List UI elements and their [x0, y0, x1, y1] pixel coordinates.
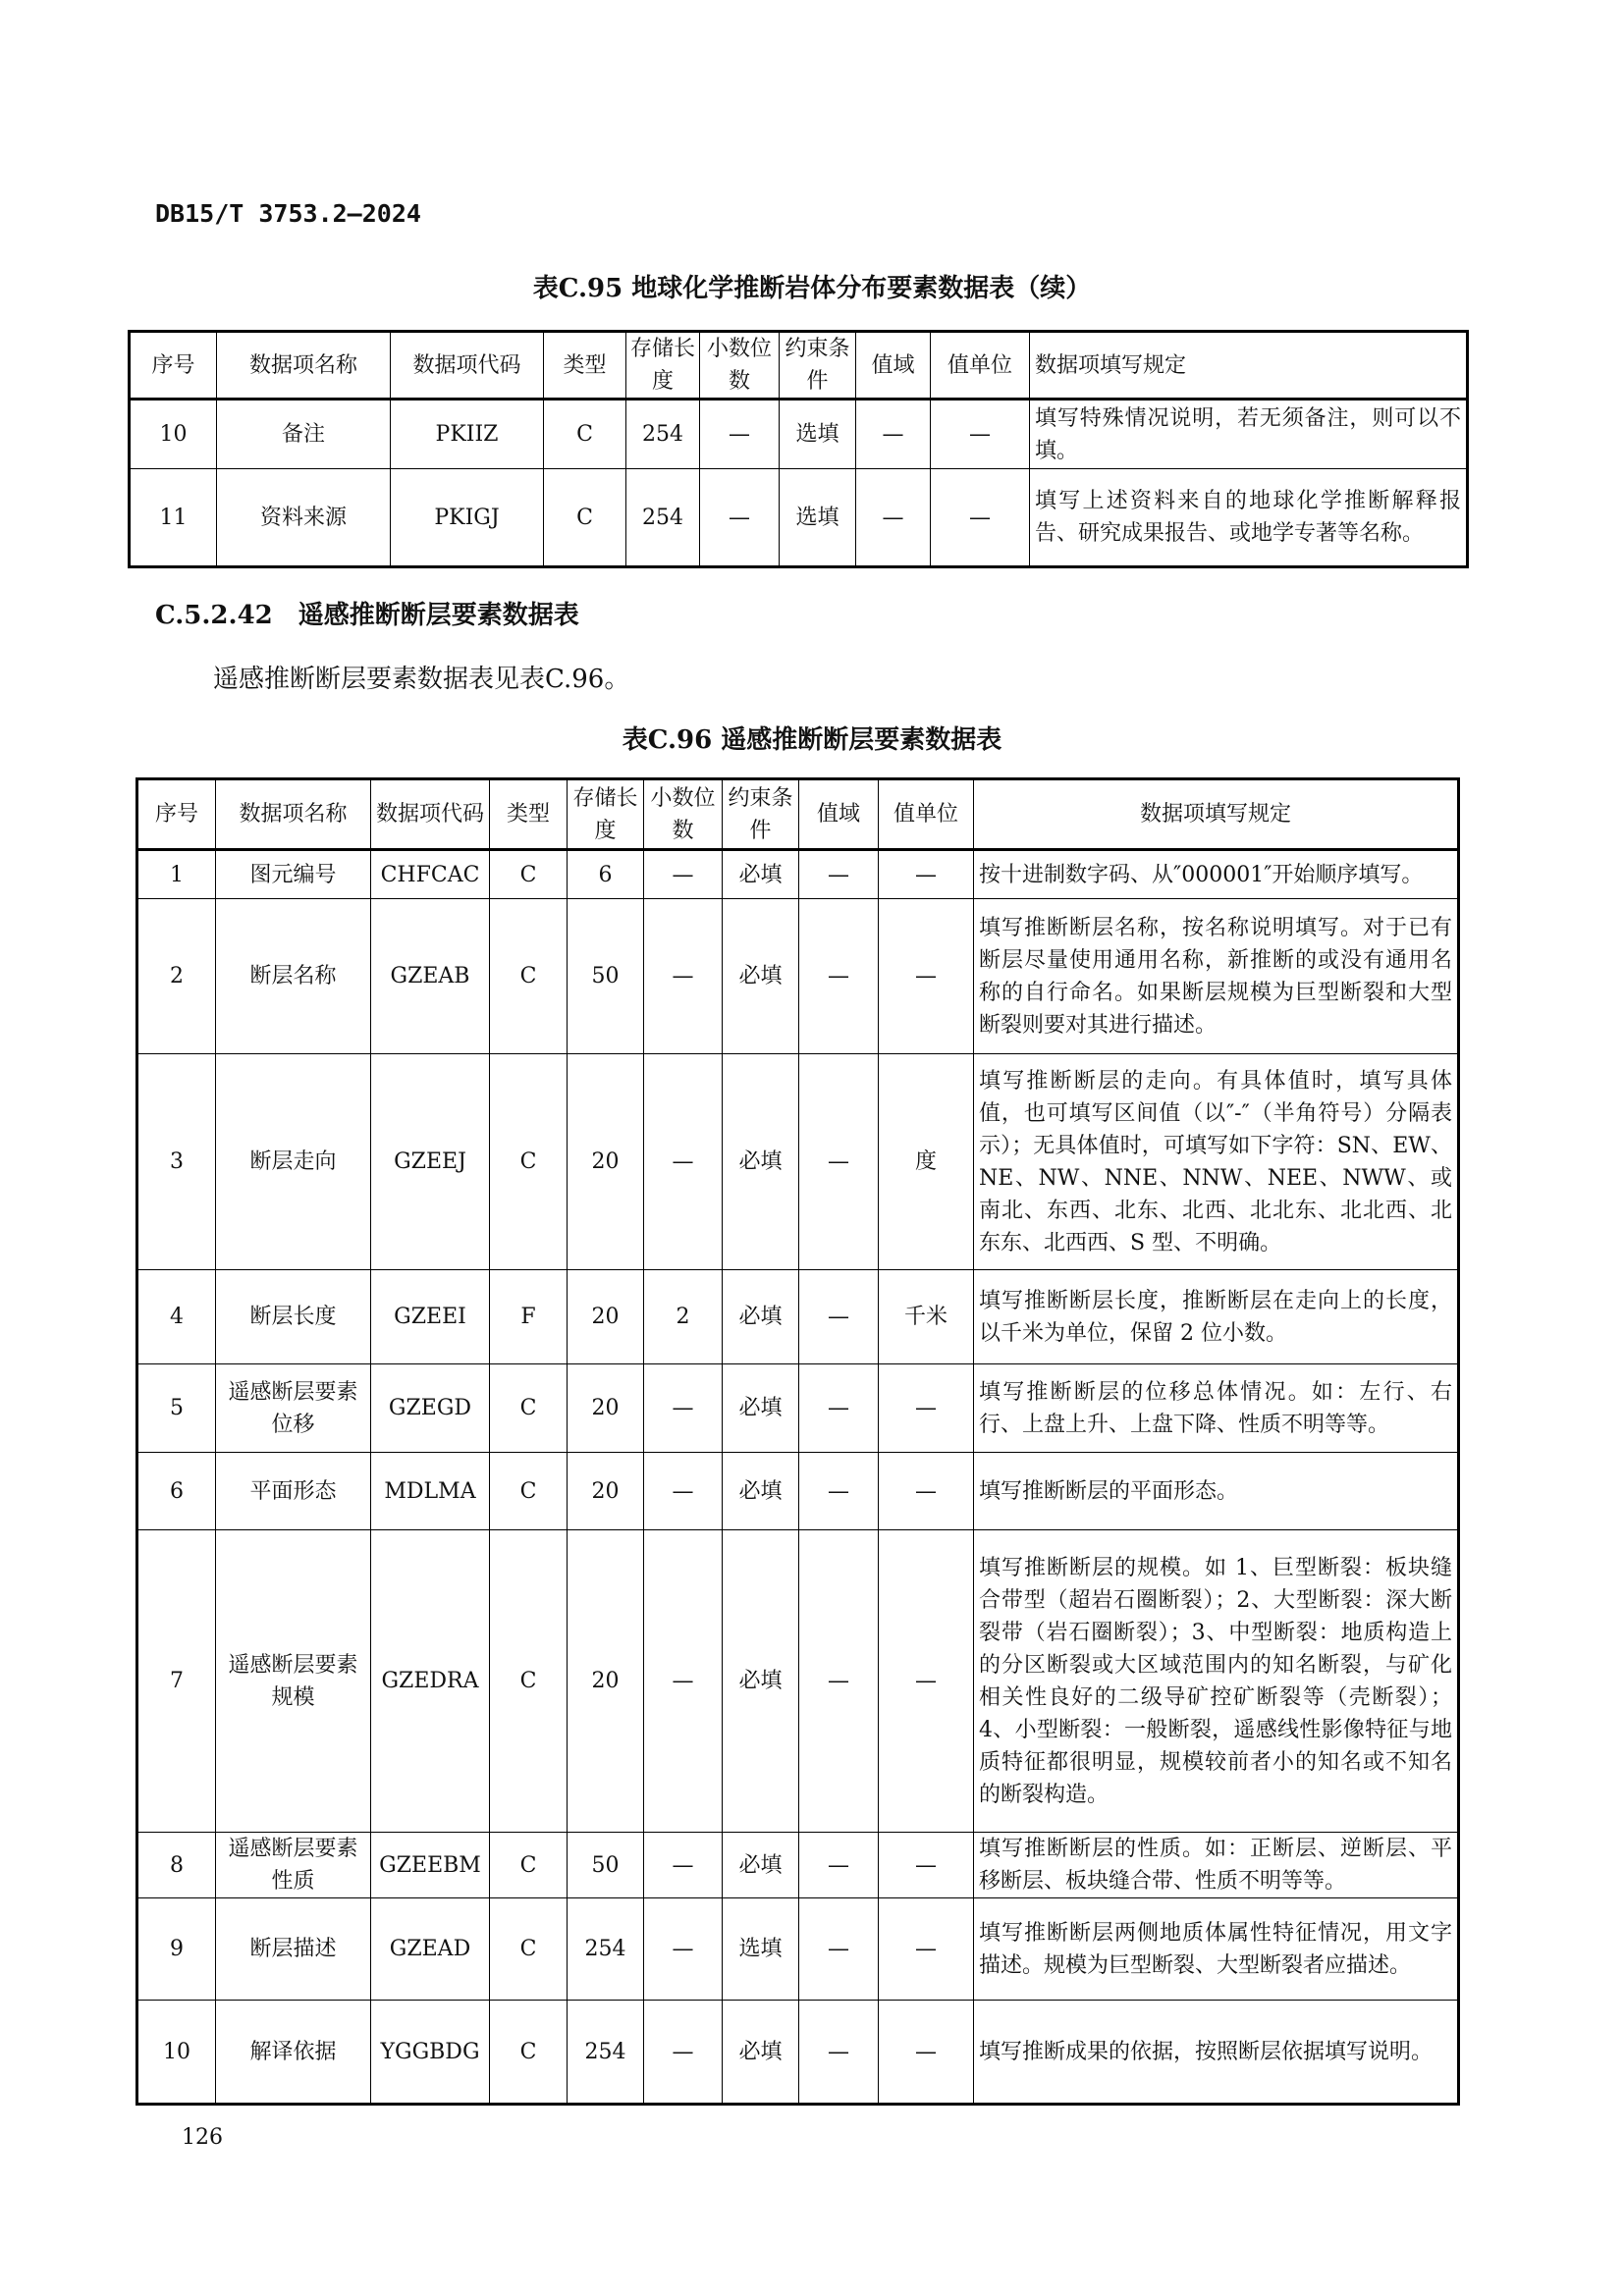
table-row [130, 469, 1468, 567]
cell-unit: — [879, 1364, 974, 1453]
table-row [137, 1270, 1459, 1364]
cell-rule: 填写特殊情况说明，若无须备注，则可以不填。 [1030, 400, 1468, 469]
cell-rule: 填写推断断层的规模。如 1、巨型断裂：板块缝合带型（超岩石圈断裂）；2、大型断裂：深大断裂带（岩石圈断裂）；3、中型断裂：地质构造上的分区断裂或大区域范围内的知名断裂，与矿化相关性良好的二级导矿控矿断裂等（壳断裂）；4、小型断裂：一般断裂，遥感线性影像特征与地质特征都很明显，规模较前者小的知名或不知名的断裂构造。 [974, 1530, 1459, 1833]
cell-domain: — [799, 1530, 879, 1833]
table-row [137, 1453, 1459, 1530]
cell-item-name: 断层名称 [216, 899, 371, 1054]
cell-unit: — [931, 469, 1030, 567]
cell-item-code: YGGBDG [371, 2001, 490, 2105]
cell-item-code: GZEEJ [371, 1054, 490, 1270]
section-paragraph: 遥感推断断层要素数据表见表C.96。 [213, 665, 630, 694]
table-row [130, 400, 1468, 469]
column-header-constraint: 约束条件 [723, 779, 799, 850]
column-header-length: 存储长度 [568, 779, 644, 850]
cell-index: 7 [137, 1530, 216, 1833]
cell-decimals: — [644, 1833, 723, 1898]
column-header-type: 类型 [490, 779, 568, 850]
table-row [137, 1054, 1459, 1270]
cell-length: 254 [568, 2001, 644, 2105]
cell-type: C [490, 1054, 568, 1270]
column-header-rule: 数据项填写规定 [974, 779, 1459, 850]
cell-unit: — [879, 1453, 974, 1530]
cell-decimals: — [644, 1054, 723, 1270]
cell-rule: 填写推断断层两侧地质体属性特征情况，用文字描述。规模为巨型断裂、大型断裂者应描述。 [974, 1898, 1459, 2001]
column-header-item-code: 数据项代码 [391, 332, 544, 400]
cell-constraint: 必填 [723, 1270, 799, 1364]
cell-index: 1 [137, 850, 216, 899]
column-header-item-name: 数据项名称 [216, 779, 371, 850]
cell-decimals: — [644, 1453, 723, 1530]
cell-domain: — [799, 1054, 879, 1270]
cell-rule: 填写推断断层的走向。有具体值时，填写具体值，也可填写区间值（以″-″（半角符号）分隔表示）；无具体值时，可填写如下字符：SN、EW、NE、NW、NNE、NNW、NEE、NWW、或 南北、东西、北东、北西、北北东、北北西、北东东、北西西、S 型、不明确。 [974, 1054, 1459, 1270]
cell-constraint: 选填 [780, 469, 856, 567]
cell-rule: 填写推断断层的性质。如：正断层、逆断层、平移断层、板块缝合带、性质不明等等。 [974, 1833, 1459, 1898]
table-row [137, 1364, 1459, 1453]
column-header-length: 存储长度 [626, 332, 700, 400]
cell-rule: 填写推断断层的位移总体情况。如：左行、右行、上盘上升、上盘下降、性质不明等等。 [974, 1364, 1459, 1453]
column-header-index: 序号 [137, 779, 216, 850]
cell-constraint: 选填 [780, 400, 856, 469]
cell-unit: — [879, 2001, 974, 2105]
cell-item-name: 断层描述 [216, 1898, 371, 2001]
data-table-c95 [128, 330, 1469, 568]
cell-index: 4 [137, 1270, 216, 1364]
cell-item-name: 解译依据 [216, 2001, 371, 2105]
cell-index: 2 [137, 899, 216, 1054]
section-heading: C.5.2.42 遥感推断断层要素数据表 [155, 601, 579, 630]
cell-constraint: 必填 [723, 1364, 799, 1453]
cell-constraint: 必填 [723, 899, 799, 1054]
table-header-row [130, 332, 1468, 400]
cell-type: C [544, 400, 626, 469]
cell-length: 20 [568, 1364, 644, 1453]
cell-decimals: — [644, 1364, 723, 1453]
cell-unit: — [879, 1530, 974, 1833]
cell-item-name: 断层走向 [216, 1054, 371, 1270]
cell-item-code: PKIIZ [391, 400, 544, 469]
cell-unit: 千米 [879, 1270, 974, 1364]
column-header-decimals: 小数位数 [644, 779, 723, 850]
cell-decimals: — [644, 1530, 723, 1833]
cell-type: C [490, 1898, 568, 2001]
cell-index: 5 [137, 1364, 216, 1453]
cell-decimals: — [644, 2001, 723, 2105]
cell-item-code: GZEGD [371, 1364, 490, 1453]
document-id: DB15/T 3753.2—2024 [155, 199, 421, 228]
cell-rule: 填写推断断层长度，推断断层在走向上的长度，以千米为单位，保留 2 位小数。 [974, 1270, 1459, 1364]
cell-unit: — [931, 400, 1030, 469]
cell-index: 10 [137, 2001, 216, 2105]
cell-index: 8 [137, 1833, 216, 1898]
cell-rule: 按十进制数字码、从″000001″开始顺序填写。 [974, 850, 1459, 899]
cell-decimals: 2 [644, 1270, 723, 1364]
cell-rule: 填写上述资料来自的地球化学推断解释报告、研究成果报告、或地学专著等名称。 [1030, 469, 1468, 567]
cell-length: 254 [626, 469, 700, 567]
data-table-c96 [135, 777, 1460, 2106]
column-header-rule: 数据项填写规定 [1030, 332, 1468, 400]
page-number: 126 [182, 2125, 223, 2150]
cell-constraint: 必填 [723, 1530, 799, 1833]
cell-domain: — [799, 2001, 879, 2105]
cell-type: F [490, 1270, 568, 1364]
cell-type: C [544, 469, 626, 567]
cell-rule: 填写推断断层名称，按名称说明填写。对于已有断层尽量使用通用名称，新推断的或没有通用名称的自行命名。如果断层规模为巨型断裂和大型断裂则要对其进行描述。 [974, 899, 1459, 1054]
cell-constraint: 必填 [723, 1833, 799, 1898]
cell-domain: — [856, 400, 931, 469]
cell-index: 3 [137, 1054, 216, 1270]
cell-index: 9 [137, 1898, 216, 2001]
cell-unit: — [879, 899, 974, 1054]
cell-unit: — [879, 850, 974, 899]
cell-item-name: 平面形态 [216, 1453, 371, 1530]
cell-index: 10 [130, 400, 217, 469]
table-caption: 表C.96 遥感推断断层要素数据表 [622, 725, 1002, 755]
cell-rule: 填写推断成果的依据，按照断层依据填写说明。 [974, 2001, 1459, 2105]
table-row [137, 2001, 1459, 2105]
cell-domain: — [799, 1453, 879, 1530]
column-header-unit: 值单位 [931, 332, 1030, 400]
cell-item-code: GZEAB [371, 899, 490, 1054]
cell-constraint: 选填 [723, 1898, 799, 2001]
column-header-index: 序号 [130, 332, 217, 400]
cell-unit: — [879, 1833, 974, 1898]
cell-domain: — [856, 469, 931, 567]
cell-constraint: 必填 [723, 2001, 799, 2105]
cell-decimals: — [700, 400, 780, 469]
cell-constraint: 必填 [723, 1054, 799, 1270]
cell-item-code: GZEEI [371, 1270, 490, 1364]
column-header-type: 类型 [544, 332, 626, 400]
cell-item-code: GZEAD [371, 1898, 490, 2001]
cell-decimals: — [700, 469, 780, 567]
cell-length: 20 [568, 1054, 644, 1270]
cell-type: C [490, 899, 568, 1054]
cell-rule: 填写推断断层的平面形态。 [974, 1453, 1459, 1530]
cell-decimals: — [644, 1898, 723, 2001]
cell-decimals: — [644, 850, 723, 899]
cell-domain: — [799, 899, 879, 1054]
cell-item-name: 图元编号 [216, 850, 371, 899]
table-row [137, 1833, 1459, 1898]
cell-length: 50 [568, 1833, 644, 1898]
table-row [137, 1898, 1459, 2001]
column-header-item-name: 数据项名称 [217, 332, 391, 400]
cell-unit: 度 [879, 1054, 974, 1270]
column-header-unit: 值单位 [879, 779, 974, 850]
cell-item-name: 遥感断层要素规模 [216, 1530, 371, 1833]
cell-domain: — [799, 1898, 879, 2001]
table-row [137, 850, 1459, 899]
cell-length: 254 [626, 400, 700, 469]
cell-unit: — [879, 1898, 974, 2001]
table-header-row [137, 779, 1459, 850]
cell-domain: — [799, 850, 879, 899]
cell-item-name: 资料来源 [217, 469, 391, 567]
cell-domain: — [799, 1270, 879, 1364]
cell-type: C [490, 1530, 568, 1833]
table-row [137, 1530, 1459, 1833]
cell-domain: — [799, 1833, 879, 1898]
cell-type: C [490, 850, 568, 899]
cell-type: C [490, 1364, 568, 1453]
cell-item-code: GZEEBM [371, 1833, 490, 1898]
cell-length: 50 [568, 899, 644, 1054]
cell-length: 20 [568, 1453, 644, 1530]
column-header-domain: 值域 [856, 332, 931, 400]
cell-constraint: 必填 [723, 1453, 799, 1530]
table-row [137, 899, 1459, 1054]
cell-length: 6 [568, 850, 644, 899]
cell-item-name: 断层长度 [216, 1270, 371, 1364]
cell-item-name: 遥感断层要素性质 [216, 1833, 371, 1898]
cell-type: C [490, 1453, 568, 1530]
cell-item-code: MDLMA [371, 1453, 490, 1530]
cell-decimals: — [644, 899, 723, 1054]
cell-index: 11 [130, 469, 217, 567]
cell-item-code: CHFCAC [371, 850, 490, 899]
cell-length: 20 [568, 1530, 644, 1833]
table-caption: 表C.95 地球化学推断岩体分布要素数据表（续） [532, 274, 1092, 303]
cell-type: C [490, 2001, 568, 2105]
cell-item-name: 遥感断层要素位移 [216, 1364, 371, 1453]
cell-constraint: 必填 [723, 850, 799, 899]
cell-length: 254 [568, 1898, 644, 2001]
cell-type: C [490, 1833, 568, 1898]
cell-item-name: 备注 [217, 400, 391, 469]
column-header-constraint: 约束条件 [780, 332, 856, 400]
cell-item-code: PKIGJ [391, 469, 544, 567]
column-header-item-code: 数据项代码 [371, 779, 490, 850]
column-header-domain: 值域 [799, 779, 879, 850]
cell-domain: — [799, 1364, 879, 1453]
column-header-decimals: 小数位数 [700, 332, 780, 400]
cell-index: 6 [137, 1453, 216, 1530]
cell-item-code: GZEDRA [371, 1530, 490, 1833]
cell-length: 20 [568, 1270, 644, 1364]
